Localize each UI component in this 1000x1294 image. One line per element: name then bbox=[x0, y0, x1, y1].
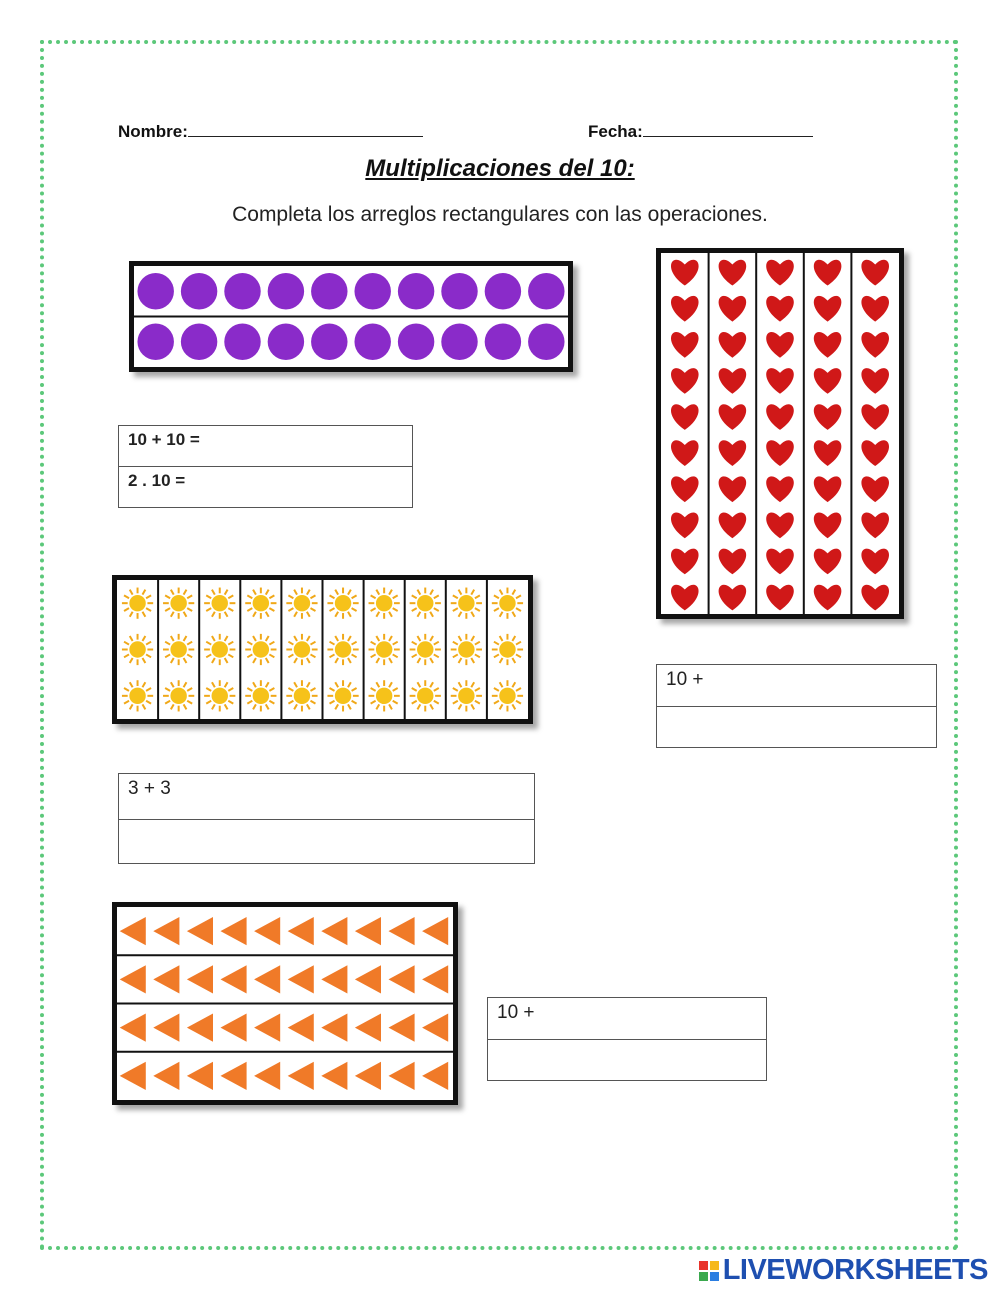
answer-circles-input2[interactable] bbox=[209, 475, 403, 501]
heart-item bbox=[719, 440, 747, 466]
heart-item bbox=[766, 368, 794, 394]
circle-item bbox=[441, 273, 477, 309]
sun-item bbox=[369, 588, 400, 619]
answer-box-circles bbox=[118, 425, 413, 508]
triangle-item bbox=[288, 917, 314, 945]
heart-item bbox=[719, 476, 747, 502]
heart-item bbox=[814, 440, 842, 466]
circle-item bbox=[311, 324, 347, 360]
sun-array bbox=[112, 575, 533, 724]
circle-item bbox=[398, 273, 434, 309]
heart-item bbox=[814, 332, 842, 358]
triangle-item bbox=[422, 917, 448, 945]
triangle-item bbox=[321, 965, 347, 993]
triangle-item bbox=[120, 1014, 146, 1042]
triangle-item bbox=[254, 1062, 280, 1090]
sun-array-canvas bbox=[117, 580, 528, 719]
sun-item bbox=[204, 680, 235, 711]
triangle-array bbox=[112, 902, 458, 1105]
name-line bbox=[188, 120, 423, 137]
logo-square bbox=[699, 1261, 708, 1270]
circle-item bbox=[485, 324, 521, 360]
circle-item bbox=[268, 324, 304, 360]
sun-item bbox=[163, 680, 194, 711]
sun-item bbox=[163, 588, 194, 619]
heart-item bbox=[671, 296, 699, 322]
triangle-item bbox=[220, 1014, 246, 1042]
triangle-item bbox=[187, 965, 213, 993]
triangle-item bbox=[355, 1014, 381, 1042]
triangle-item bbox=[288, 1014, 314, 1042]
heart-item bbox=[814, 260, 842, 286]
triangle-item bbox=[388, 1062, 414, 1090]
heart-item bbox=[671, 512, 699, 538]
heart-item bbox=[766, 296, 794, 322]
answer-suns-line1: 3 + 3 bbox=[119, 774, 534, 820]
logo-square bbox=[699, 1272, 708, 1281]
heart-item bbox=[671, 440, 699, 466]
heart-item bbox=[719, 368, 747, 394]
sun-item bbox=[492, 634, 523, 665]
sun-item bbox=[492, 588, 523, 619]
answer-triangles-input2[interactable] bbox=[498, 1048, 762, 1074]
sun-item bbox=[286, 588, 317, 619]
triangle-item bbox=[254, 1014, 280, 1042]
liveworksheets-logo-icon bbox=[699, 1261, 719, 1281]
circle-array bbox=[129, 261, 573, 372]
heart-item bbox=[861, 296, 889, 322]
instruction-text: Completa los arreglos rectangulares con las operaciones. bbox=[232, 203, 768, 226]
answer-box-suns bbox=[118, 773, 535, 864]
answer-box-hearts bbox=[656, 664, 937, 748]
circle-item bbox=[528, 273, 564, 309]
circle-item bbox=[311, 273, 347, 309]
heart-item bbox=[861, 260, 889, 286]
triangle-item bbox=[220, 965, 246, 993]
heart-item bbox=[766, 476, 794, 502]
sun-item bbox=[122, 588, 153, 619]
triangle-item bbox=[153, 1062, 179, 1090]
triangle-array-canvas bbox=[117, 907, 453, 1100]
sun-item bbox=[245, 588, 276, 619]
heart-array bbox=[656, 248, 904, 619]
heart-item bbox=[719, 296, 747, 322]
answer-circles-line1: 10 + 10 = bbox=[119, 426, 412, 467]
triangle-item bbox=[355, 965, 381, 993]
triangle-item bbox=[187, 1014, 213, 1042]
sun-item bbox=[286, 634, 317, 665]
triangle-item bbox=[388, 965, 414, 993]
liveworksheets-footer bbox=[699, 1254, 988, 1287]
triangle-item bbox=[187, 917, 213, 945]
heart-item bbox=[671, 260, 699, 286]
triangle-item bbox=[254, 917, 280, 945]
sun-item bbox=[451, 634, 482, 665]
sun-item bbox=[122, 680, 153, 711]
circle-item bbox=[224, 273, 260, 309]
heart-item bbox=[861, 585, 889, 611]
heart-item bbox=[766, 512, 794, 538]
answer-hearts-line1: 10 + bbox=[657, 665, 936, 707]
name-label: Nombre: bbox=[118, 122, 188, 141]
heart-item bbox=[671, 549, 699, 575]
triangle-item bbox=[220, 1062, 246, 1090]
heart-item bbox=[766, 585, 794, 611]
triangle-item bbox=[321, 1062, 347, 1090]
circle-array-canvas bbox=[134, 266, 568, 367]
sun-item bbox=[163, 634, 194, 665]
triangle-item bbox=[120, 1062, 146, 1090]
heart-item bbox=[814, 585, 842, 611]
sun-item bbox=[286, 680, 317, 711]
heart-item bbox=[671, 404, 699, 430]
answer-hearts-input2[interactable] bbox=[667, 715, 931, 741]
circle-item bbox=[528, 324, 564, 360]
triangle-item bbox=[120, 917, 146, 945]
heart-item bbox=[814, 476, 842, 502]
name-field bbox=[118, 120, 423, 142]
logo-square bbox=[710, 1261, 719, 1270]
circle-item bbox=[485, 273, 521, 309]
answer-box-triangles bbox=[487, 997, 767, 1081]
triangle-item bbox=[355, 917, 381, 945]
sun-item bbox=[410, 680, 441, 711]
sun-item bbox=[451, 588, 482, 619]
heart-item bbox=[861, 512, 889, 538]
sun-item bbox=[204, 634, 235, 665]
triangle-item bbox=[254, 965, 280, 993]
heart-item bbox=[719, 332, 747, 358]
heart-item bbox=[719, 404, 747, 430]
heart-item bbox=[861, 368, 889, 394]
triangle-item bbox=[355, 1062, 381, 1090]
sun-item bbox=[245, 634, 276, 665]
circle-item bbox=[137, 273, 173, 309]
heart-item bbox=[861, 404, 889, 430]
heart-item bbox=[814, 512, 842, 538]
sun-item bbox=[327, 634, 358, 665]
heart-item bbox=[861, 476, 889, 502]
circle-item bbox=[354, 273, 390, 309]
date-label: Fecha: bbox=[588, 122, 643, 141]
triangle-item bbox=[288, 1062, 314, 1090]
sun-item bbox=[122, 634, 153, 665]
answer-circles-line2: 2 . 10 = bbox=[128, 471, 186, 490]
triangle-item bbox=[422, 1062, 448, 1090]
heart-item bbox=[671, 476, 699, 502]
heart-item bbox=[671, 368, 699, 394]
triangle-item bbox=[388, 917, 414, 945]
triangle-item bbox=[321, 1014, 347, 1042]
answer-triangles-line1: 10 + bbox=[488, 998, 766, 1040]
sun-item bbox=[410, 588, 441, 619]
heart-item bbox=[671, 585, 699, 611]
triangle-item bbox=[422, 1014, 448, 1042]
sun-item bbox=[204, 588, 235, 619]
sun-item bbox=[369, 680, 400, 711]
heart-item bbox=[861, 549, 889, 575]
heart-item bbox=[719, 260, 747, 286]
triangle-item bbox=[153, 1014, 179, 1042]
heart-item bbox=[814, 404, 842, 430]
date-line bbox=[643, 120, 813, 137]
date-field bbox=[588, 120, 813, 142]
answer-triangles-input1[interactable] bbox=[548, 1006, 762, 1032]
heart-item bbox=[671, 332, 699, 358]
triangle-item bbox=[288, 965, 314, 993]
heart-item bbox=[861, 332, 889, 358]
triangle-item bbox=[120, 965, 146, 993]
triangle-item bbox=[153, 917, 179, 945]
triangle-item bbox=[321, 917, 347, 945]
triangle-item bbox=[153, 965, 179, 993]
sun-item bbox=[369, 634, 400, 665]
sun-item bbox=[327, 588, 358, 619]
circle-item bbox=[268, 273, 304, 309]
circle-item bbox=[398, 324, 434, 360]
heart-item bbox=[814, 368, 842, 394]
heart-item bbox=[814, 549, 842, 575]
logo-square bbox=[710, 1272, 719, 1281]
answer-suns-input1[interactable] bbox=[189, 784, 523, 810]
triangle-item bbox=[220, 917, 246, 945]
triangle-item bbox=[187, 1062, 213, 1090]
heart-item bbox=[719, 549, 747, 575]
heart-item bbox=[766, 332, 794, 358]
brand-text: LIVEWORKSHEETS bbox=[722, 1254, 988, 1286]
sun-item bbox=[492, 680, 523, 711]
triangle-item bbox=[422, 965, 448, 993]
heart-item bbox=[766, 404, 794, 430]
answer-circles-input1[interactable] bbox=[219, 434, 403, 460]
sun-item bbox=[451, 680, 482, 711]
sun-item bbox=[245, 680, 276, 711]
heart-item bbox=[766, 440, 794, 466]
heart-array-canvas bbox=[661, 253, 899, 614]
heart-item bbox=[814, 296, 842, 322]
triangle-item bbox=[388, 1014, 414, 1042]
heart-item bbox=[861, 440, 889, 466]
circle-item bbox=[181, 273, 217, 309]
heart-item bbox=[766, 260, 794, 286]
circle-item bbox=[137, 324, 173, 360]
answer-hearts-input1[interactable] bbox=[717, 673, 931, 699]
page-title: Multiplicaciones del 10: bbox=[365, 155, 635, 182]
heart-item bbox=[719, 585, 747, 611]
circle-item bbox=[441, 324, 477, 360]
circle-item bbox=[224, 324, 260, 360]
sun-item bbox=[410, 634, 441, 665]
circle-item bbox=[181, 324, 217, 360]
sun-item bbox=[327, 680, 358, 711]
answer-suns-input2[interactable] bbox=[129, 830, 523, 856]
heart-item bbox=[719, 512, 747, 538]
heart-item bbox=[766, 549, 794, 575]
circle-item bbox=[354, 324, 390, 360]
